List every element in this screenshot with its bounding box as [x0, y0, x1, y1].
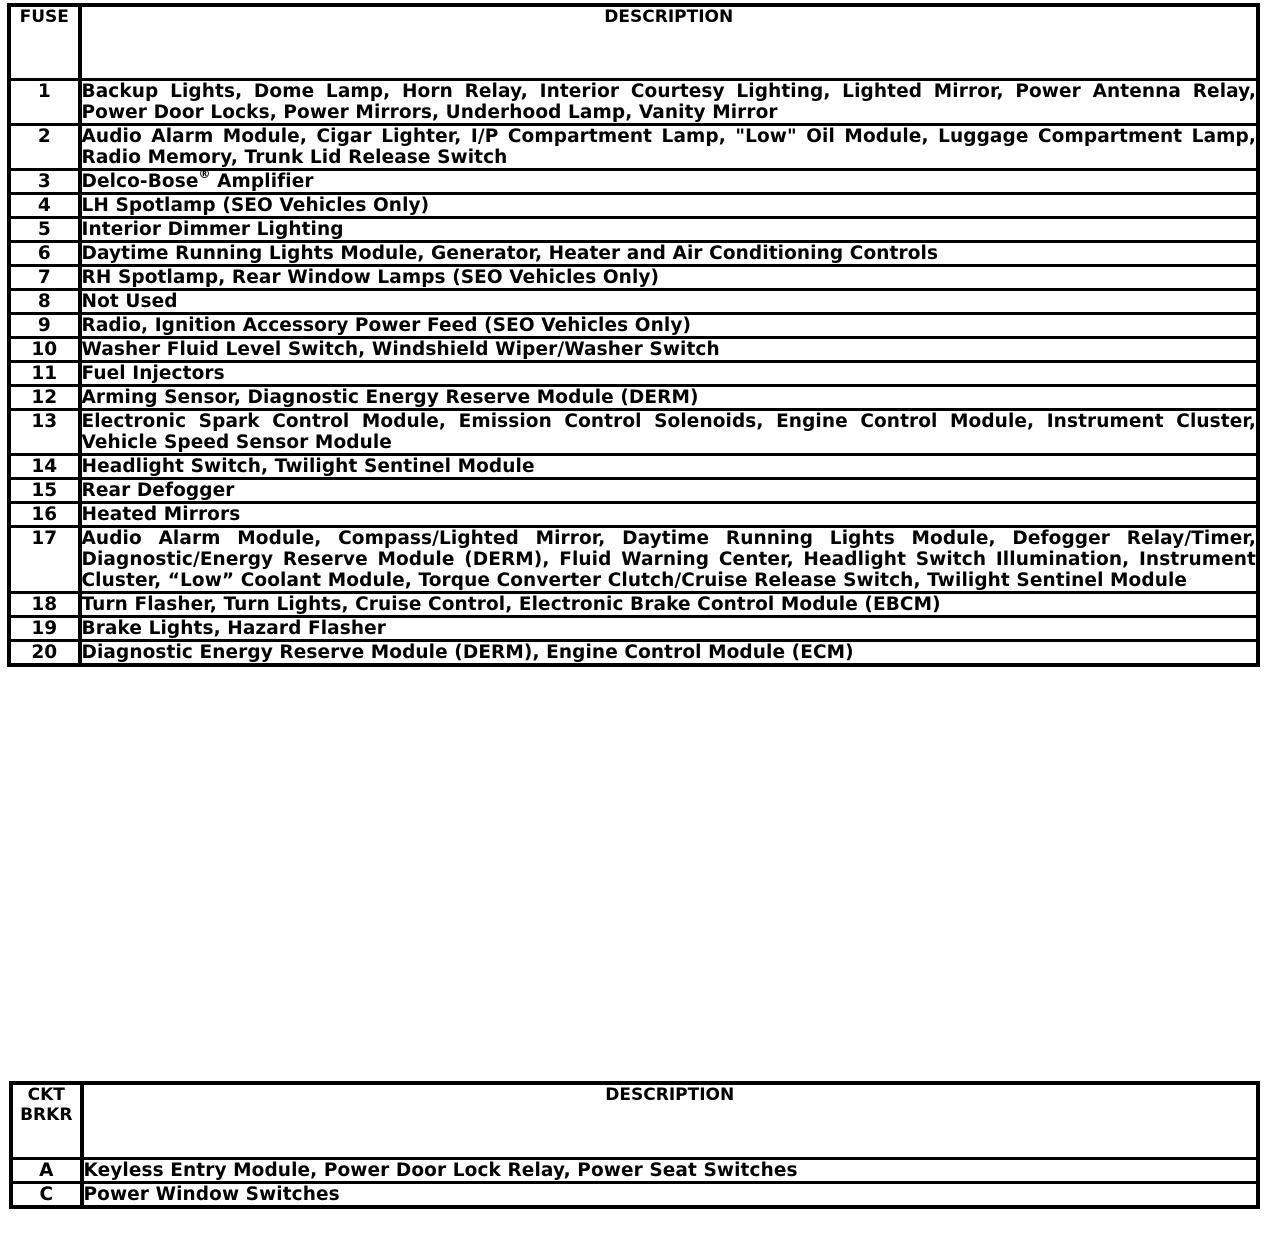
ckt-brkr-column-header [12, 1084, 82, 1159]
table-row [10, 641, 1258, 665]
fuse-number: 13 [10, 410, 80, 455]
table-row [10, 338, 1258, 362]
fuse-number: 1 [10, 80, 80, 125]
ckt-label: CKT [27, 1085, 65, 1105]
table-row [10, 125, 1258, 170]
circuit-breaker-table-header [12, 1084, 1258, 1159]
breaker-description: Keyless Entry Module, Power Door Lock Relay, Power Seat Switches [82, 1159, 1258, 1183]
table-row [10, 290, 1258, 314]
fuse-number: 15 [10, 479, 80, 503]
table-row [10, 170, 1258, 194]
fuse-number: 18 [10, 593, 80, 617]
fuse-number: 10 [10, 338, 80, 362]
fuse-number: 2 [10, 125, 80, 170]
fuse-number: 20 [10, 641, 80, 665]
fuse-description: Arming Sensor, Diagnostic Energy Reserve Module (DERM) [80, 386, 1258, 410]
fuse-description: Interior Dimmer Lighting [80, 218, 1258, 242]
table-row [10, 455, 1258, 479]
fuse-number: 9 [10, 314, 80, 338]
fuse-description: Heated Mirrors [80, 503, 1258, 527]
breaker-description: Power Window Switches [82, 1183, 1258, 1207]
table-row [10, 242, 1258, 266]
fuse-table-header [10, 6, 1258, 80]
table-row [10, 266, 1258, 290]
fuse-description: Diagnostic Energy Reserve Module (DERM), Engine Control Module (ECM) [80, 641, 1258, 665]
fuse-description [80, 166, 1258, 194]
fuse-description-suffix: Amplifier [210, 171, 314, 192]
fuse-number: 7 [10, 266, 80, 290]
fuse-number: 8 [10, 290, 80, 314]
fuse-number: 6 [10, 242, 80, 266]
fuse-description: Audio Alarm Module, Compass/Lighted Mirror, Daytime Running Lights Module, Defogger Relay/Timer, Diagnostic/Energy Reserve Module (DERM), Fluid Warning Center, Headlight Switch Illumination, Instrument Cluster, “Low” Coolant Module, Torque Converter Clutch/Cruise Release Switch, Twilight Sentinel Module [81, 528, 1256, 591]
table-row [10, 503, 1258, 527]
fuse-table [8, 4, 1259, 666]
fuse-description: Turn Flasher, Turn Lights, Cruise Control, Electronic Brake Control Module (EBCM) [80, 593, 1258, 617]
table-row [10, 194, 1258, 218]
table-row [10, 527, 1258, 593]
brkr-label: BRKR [20, 1105, 73, 1125]
registered-mark: ® [198, 166, 211, 181]
fuse-description-text: Delco-Bose [81, 171, 199, 192]
fuse-description: Fuel Injectors [80, 362, 1258, 386]
fuse-description: Brake Lights, Hazard Flasher [80, 617, 1258, 641]
fuse-description: RH Spotlamp, Rear Window Lamps (SEO Vehicles Only) [80, 266, 1258, 290]
fuse-description: Washer Fluid Level Switch, Windshield Wiper/Washer Switch [80, 338, 1258, 362]
table-row [10, 362, 1258, 386]
table-row [10, 479, 1258, 503]
table-row [12, 1159, 1258, 1183]
breaker-letter: A [12, 1159, 82, 1183]
description-column-header: DESCRIPTION [82, 1084, 1258, 1159]
breaker-letter: C [12, 1183, 82, 1207]
fuse-description: Headlight Switch, Twilight Sentinel Module [80, 455, 1258, 479]
table-row [10, 218, 1258, 242]
table-row [10, 314, 1258, 338]
circuit-breaker-table [10, 1082, 1259, 1208]
fuse-column-header: FUSE [10, 6, 80, 80]
table-row [10, 80, 1258, 125]
table-row [10, 617, 1258, 641]
fuse-description: Audio Alarm Module, Cigar Lighter, I/P Compartment Lamp, "Low" Oil Module, Luggage Compartment Lamp, Radio Memory, Trunk Lid Release Switch [81, 126, 1256, 168]
description-column-header: DESCRIPTION [80, 6, 1258, 80]
table-row [10, 386, 1258, 410]
fuse-description: Daytime Running Lights Module, Generator, Heater and Air Conditioning Controls [80, 242, 1258, 266]
fuse-description: Radio, Ignition Accessory Power Feed (SEO Vehicles Only) [80, 314, 1258, 338]
fuse-number: 3 [10, 170, 80, 194]
fuse-number: 5 [10, 218, 80, 242]
fuse-description: LH Spotlamp (SEO Vehicles Only) [80, 194, 1258, 218]
table-row [10, 410, 1258, 455]
fuse-number: 14 [10, 455, 80, 479]
fuse-description: Backup Lights, Dome Lamp, Horn Relay, Interior Courtesy Lighting, Lighted Mirror, Power Antenna Relay, Power Door Locks, Power Mirrors, Underhood Lamp, Vanity Mirror [81, 81, 1256, 123]
fuse-number: 17 [10, 527, 80, 593]
fuse-number: 12 [10, 386, 80, 410]
table-row [12, 1183, 1258, 1207]
fuse-number: 16 [10, 503, 80, 527]
fuse-description: Not Used [80, 290, 1258, 314]
fuse-description: Rear Defogger [80, 479, 1258, 503]
fuse-description: Electronic Spark Control Module, Emission Control Solenoids, Engine Control Module, Instrument Cluster, Vehicle Speed Sensor Module [81, 411, 1256, 453]
table-row [10, 593, 1258, 617]
fuse-number: 4 [10, 194, 80, 218]
fuse-number: 11 [10, 362, 80, 386]
fuse-number: 19 [10, 617, 80, 641]
